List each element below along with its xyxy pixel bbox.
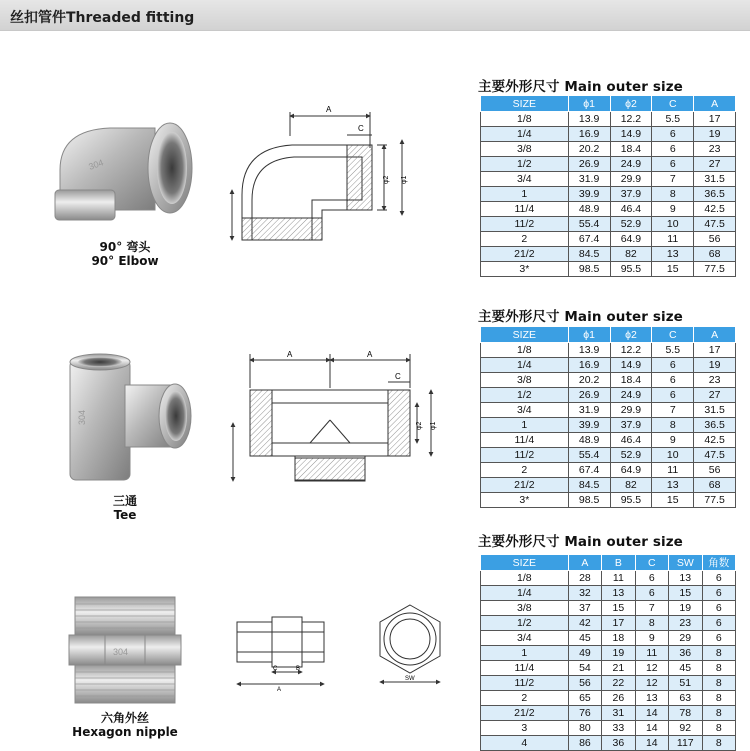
table-cell: 19: [694, 127, 736, 142]
table1-title: 主要外形尺寸 Main outer size: [478, 79, 683, 95]
table-row: [481, 127, 736, 142]
nipple-drawing-side: [232, 612, 332, 692]
elbow-dim-c: C: [358, 124, 364, 133]
table-cell: 1/8: [481, 112, 569, 127]
table-cell: 2: [481, 691, 569, 706]
nipple-dim-sw: SW: [405, 676, 415, 682]
tee-caption-cn: 三通: [112, 494, 137, 508]
table-cell: 8: [702, 691, 736, 706]
table-cell: 84.5: [568, 247, 610, 262]
column-header: C: [635, 555, 668, 571]
table-cell: 11/2: [481, 448, 569, 463]
table-cell: 1/4: [481, 586, 569, 601]
nipple-size-table: [480, 554, 736, 751]
table-cell: 36: [602, 736, 635, 751]
table-cell: 11/4: [481, 433, 569, 448]
table-cell: 26.9: [568, 157, 610, 172]
table-cell: 8: [652, 418, 694, 433]
column-header: ϕ1: [568, 327, 610, 343]
table-cell: 1: [481, 646, 569, 661]
table-cell: 24.9: [610, 388, 652, 403]
table-cell: 16.9: [568, 127, 610, 142]
table-cell: 8: [652, 187, 694, 202]
table-row: [481, 142, 736, 157]
table-cell: 36: [669, 646, 702, 661]
table-cell: 37.9: [610, 187, 652, 202]
table-cell: 67.4: [568, 463, 610, 478]
column-header: SIZE: [481, 327, 569, 343]
table-cell: 8: [702, 706, 736, 721]
table-cell: 19: [602, 646, 635, 661]
table-cell: 8: [702, 646, 736, 661]
table-cell: 9: [635, 631, 668, 646]
table-cell: 64.9: [610, 463, 652, 478]
table-cell: 3/4: [481, 172, 569, 187]
table-cell: 10: [652, 217, 694, 232]
table-cell: 48.9: [568, 433, 610, 448]
table-cell: 36.5: [694, 187, 736, 202]
table-cell: 3/8: [481, 373, 569, 388]
nipple-caption-en: Hexagon nipple: [72, 725, 178, 739]
table-cell: 14.9: [610, 358, 652, 373]
table-cell: 51: [669, 676, 702, 691]
table-cell: 19: [669, 601, 702, 616]
column-header: ϕ2: [610, 96, 652, 112]
table-row: [481, 676, 736, 691]
table-row: [481, 262, 736, 277]
table-cell: 84.5: [568, 478, 610, 493]
table-row: [481, 388, 736, 403]
table-cell: 13: [635, 691, 668, 706]
nipple-stamp: 304: [113, 647, 129, 657]
table-cell: 26.9: [568, 388, 610, 403]
table-cell: 29.9: [610, 403, 652, 418]
table-row: [481, 448, 736, 463]
table-cell: 42.5: [694, 433, 736, 448]
table-cell: 8: [635, 616, 668, 631]
nipple-drawing-end: [370, 600, 450, 690]
table-cell: 78: [669, 706, 702, 721]
table-cell: 11: [652, 463, 694, 478]
table-cell: 31.9: [568, 403, 610, 418]
table-row: [481, 187, 736, 202]
table-row: [481, 418, 736, 433]
table-cell: 98.5: [568, 262, 610, 277]
table-cell: 27: [694, 157, 736, 172]
table-cell: 6: [652, 157, 694, 172]
table-cell: 17: [602, 616, 635, 631]
table-cell: 1/4: [481, 358, 569, 373]
elbow-caption: [80, 240, 170, 268]
table-cell: 77.5: [694, 493, 736, 508]
table-cell: 3/8: [481, 601, 569, 616]
table-cell: 6: [652, 358, 694, 373]
table-cell: 26: [602, 691, 635, 706]
table-cell: 15: [602, 601, 635, 616]
table-cell: 95.5: [610, 262, 652, 277]
table-cell: 6: [635, 586, 668, 601]
table-cell: 77.5: [694, 262, 736, 277]
table-cell: 32: [568, 586, 601, 601]
table-cell: 21: [602, 661, 635, 676]
table-cell: 14: [635, 706, 668, 721]
header-bar: [0, 0, 750, 31]
table-cell: 82: [610, 478, 652, 493]
table-cell: 56: [568, 676, 601, 691]
table-cell: 33: [602, 721, 635, 736]
table-row: [481, 721, 736, 736]
table-row: [481, 616, 736, 631]
table-cell: 13.9: [568, 112, 610, 127]
table-cell: 11: [635, 646, 668, 661]
nipple-caption: [60, 711, 190, 739]
table-cell: 6: [652, 373, 694, 388]
table-cell: 18.4: [610, 142, 652, 157]
table-header-row: [481, 327, 736, 343]
table-cell: 8: [702, 736, 736, 751]
table-cell: 39.9: [568, 187, 610, 202]
table-cell: 11/2: [481, 676, 569, 691]
nipple-dim-b: B: [296, 666, 301, 672]
table-cell: 3/8: [481, 142, 569, 157]
elbow-dim-a: A: [326, 105, 332, 114]
table-cell: 6: [702, 571, 736, 586]
table-row: [481, 736, 736, 751]
table-cell: 8: [702, 721, 736, 736]
table-row: [481, 706, 736, 721]
tee-caption-en: Tee: [113, 508, 137, 522]
table-cell: 13: [652, 478, 694, 493]
table-row: [481, 358, 736, 373]
table-cell: 1/2: [481, 157, 569, 172]
table-cell: 1: [481, 187, 569, 202]
table-cell: 64.9: [610, 232, 652, 247]
table-cell: 27: [694, 388, 736, 403]
table-row: [481, 571, 736, 586]
table-cell: 11/2: [481, 217, 569, 232]
tee-stamp: 304: [77, 409, 87, 425]
column-header: 角数: [702, 555, 736, 571]
table-cell: 10: [652, 448, 694, 463]
table-cell: 6: [702, 586, 736, 601]
table-cell: 12: [635, 661, 668, 676]
table-cell: 24.9: [610, 157, 652, 172]
column-header: SIZE: [481, 96, 569, 112]
table-cell: 45: [669, 661, 702, 676]
table-cell: 15: [669, 586, 702, 601]
table-row: [481, 403, 736, 418]
table-cell: 48.9: [568, 202, 610, 217]
table-row: [481, 217, 736, 232]
table-cell: 47.5: [694, 448, 736, 463]
table-cell: 45: [568, 631, 601, 646]
table-cell: 2: [481, 232, 569, 247]
column-header: A: [694, 96, 736, 112]
elbow-size-table: [480, 95, 736, 277]
table-cell: 31.9: [568, 172, 610, 187]
table-cell: 14: [635, 736, 668, 751]
table-row: [481, 157, 736, 172]
table-cell: 7: [635, 601, 668, 616]
table-cell: 9: [652, 202, 694, 217]
table-cell: 13: [652, 247, 694, 262]
table-cell: 21/2: [481, 478, 569, 493]
table-cell: 11: [602, 571, 635, 586]
table-cell: 6: [702, 601, 736, 616]
table-header-row: [481, 96, 736, 112]
tee-dim-a-right: A: [367, 350, 373, 359]
table-cell: 1/2: [481, 388, 569, 403]
table-cell: 52.9: [610, 448, 652, 463]
table-cell: 68: [694, 247, 736, 262]
table-header-row: [481, 555, 736, 571]
elbow-dim-phi1: φ1: [401, 175, 408, 184]
table-cell: 46.4: [610, 202, 652, 217]
table-cell: 42: [568, 616, 601, 631]
table-cell: 8: [702, 676, 736, 691]
table-cell: 31.5: [694, 403, 736, 418]
column-header: SW: [669, 555, 702, 571]
table-cell: 92: [669, 721, 702, 736]
table-cell: 15: [652, 262, 694, 277]
table-cell: 36.5: [694, 418, 736, 433]
table-cell: 6: [652, 127, 694, 142]
table-cell: 55.4: [568, 448, 610, 463]
table-row: [481, 172, 736, 187]
table-cell: 76: [568, 706, 601, 721]
table-cell: 42.5: [694, 202, 736, 217]
table-cell: 56: [694, 463, 736, 478]
table-cell: 6: [702, 631, 736, 646]
table-cell: 82: [610, 247, 652, 262]
tee-dim-phi2: φ2: [416, 421, 423, 430]
table-row: [481, 631, 736, 646]
table-cell: 47.5: [694, 217, 736, 232]
table-cell: 1/8: [481, 343, 569, 358]
table-cell: 6: [652, 388, 694, 403]
table-cell: 13: [669, 571, 702, 586]
table-row: [481, 112, 736, 127]
table-cell: 4: [481, 736, 569, 751]
page-title: 丝扣管件Threaded fitting: [10, 10, 195, 26]
table-cell: 1: [481, 418, 569, 433]
table-cell: 12: [635, 676, 668, 691]
elbow-caption-cn: 90° 弯头: [99, 240, 151, 254]
table-cell: 1/8: [481, 571, 569, 586]
tee-dim-phi1: φ1: [430, 421, 437, 430]
table-cell: 46.4: [610, 433, 652, 448]
elbow-stamp: 304: [87, 157, 105, 172]
table-cell: 17: [694, 343, 736, 358]
table-row: [481, 646, 736, 661]
column-header: C: [652, 327, 694, 343]
table-cell: 29: [669, 631, 702, 646]
table-cell: 6: [702, 616, 736, 631]
table-cell: 12.2: [610, 343, 652, 358]
elbow-drawing: [222, 100, 422, 250]
table-cell: 68: [694, 478, 736, 493]
tee-photo: [55, 350, 195, 490]
table-cell: 14: [635, 721, 668, 736]
table-cell: 37.9: [610, 418, 652, 433]
table-row: [481, 691, 736, 706]
table-cell: 20.2: [568, 373, 610, 388]
tee-caption: [90, 494, 160, 522]
nipple-dim-c: C: [273, 666, 278, 672]
table-cell: 11/4: [481, 661, 569, 676]
tee-size-table: [480, 326, 736, 508]
table-cell: 3/4: [481, 403, 569, 418]
nipple-dim-a: A: [277, 687, 282, 692]
table-cell: 67.4: [568, 232, 610, 247]
column-header: SIZE: [481, 555, 569, 571]
table-cell: 11: [652, 232, 694, 247]
elbow-photo: [50, 110, 200, 240]
table-row: [481, 247, 736, 262]
table-cell: 5.5: [652, 343, 694, 358]
table-cell: 5.5: [652, 112, 694, 127]
table-cell: 2: [481, 463, 569, 478]
table-cell: 3*: [481, 262, 569, 277]
table-cell: 12.2: [610, 112, 652, 127]
table-cell: 16.9: [568, 358, 610, 373]
table-cell: 22: [602, 676, 635, 691]
table-cell: 9: [652, 433, 694, 448]
table-cell: 1/2: [481, 616, 569, 631]
table-cell: 1/4: [481, 127, 569, 142]
column-header: B: [602, 555, 635, 571]
table-row: [481, 433, 736, 448]
column-header: ϕ2: [610, 327, 652, 343]
table-cell: 86: [568, 736, 601, 751]
table-cell: 49: [568, 646, 601, 661]
table-cell: 31.5: [694, 172, 736, 187]
tee-drawing: [225, 348, 440, 488]
table-cell: 18.4: [610, 373, 652, 388]
table-cell: 21/2: [481, 706, 569, 721]
table-cell: 98.5: [568, 493, 610, 508]
table-cell: 37: [568, 601, 601, 616]
table-cell: 15: [652, 493, 694, 508]
tee-dim-c: C: [395, 372, 401, 381]
table-cell: 7: [652, 172, 694, 187]
table-cell: 13: [602, 586, 635, 601]
table-cell: 11/4: [481, 202, 569, 217]
table-cell: 18: [602, 631, 635, 646]
table-cell: 17: [694, 112, 736, 127]
table3-title: 主要外形尺寸 Main outer size: [478, 534, 683, 550]
elbow-dim-phi2: φ2: [383, 175, 390, 184]
table-row: [481, 493, 736, 508]
table-row: [481, 478, 736, 493]
table-cell: 65: [568, 691, 601, 706]
table-cell: 29.9: [610, 172, 652, 187]
tee-dim-a-left: A: [287, 350, 293, 359]
table-cell: 3/4: [481, 631, 569, 646]
table-cell: 6: [635, 571, 668, 586]
column-header: C: [652, 96, 694, 112]
table-cell: 21/2: [481, 247, 569, 262]
table-row: [481, 232, 736, 247]
nipple-photo: [65, 592, 185, 707]
table-cell: 54: [568, 661, 601, 676]
table-cell: 28: [568, 571, 601, 586]
table-cell: 13.9: [568, 343, 610, 358]
table-cell: 31: [602, 706, 635, 721]
table-cell: 23: [694, 373, 736, 388]
table-cell: 3*: [481, 493, 569, 508]
table-row: [481, 463, 736, 478]
table-cell: 63: [669, 691, 702, 706]
table-cell: 19: [694, 358, 736, 373]
column-header: ϕ1: [568, 96, 610, 112]
column-header: A: [694, 327, 736, 343]
table-cell: 55.4: [568, 217, 610, 232]
elbow-caption-en: 90° Elbow: [91, 254, 159, 268]
table-cell: 6: [652, 142, 694, 157]
table-cell: 8: [702, 661, 736, 676]
table-row: [481, 586, 736, 601]
table2-title: 主要外形尺寸 Main outer size: [478, 309, 683, 325]
table-cell: 80: [568, 721, 601, 736]
table-cell: 39.9: [568, 418, 610, 433]
column-header: A: [568, 555, 601, 571]
nipple-caption-cn: 六角外丝: [100, 711, 149, 725]
table-cell: 3: [481, 721, 569, 736]
table-cell: 95.5: [610, 493, 652, 508]
table-cell: 7: [652, 403, 694, 418]
table-row: [481, 373, 736, 388]
table-row: [481, 343, 736, 358]
table-row: [481, 601, 736, 616]
table-cell: 23: [669, 616, 702, 631]
table-cell: 23: [694, 142, 736, 157]
table-cell: 20.2: [568, 142, 610, 157]
table-cell: 52.9: [610, 217, 652, 232]
table-row: [481, 202, 736, 217]
table-row: [481, 661, 736, 676]
table-cell: 117: [669, 736, 702, 751]
table-cell: 56: [694, 232, 736, 247]
table-cell: 14.9: [610, 127, 652, 142]
